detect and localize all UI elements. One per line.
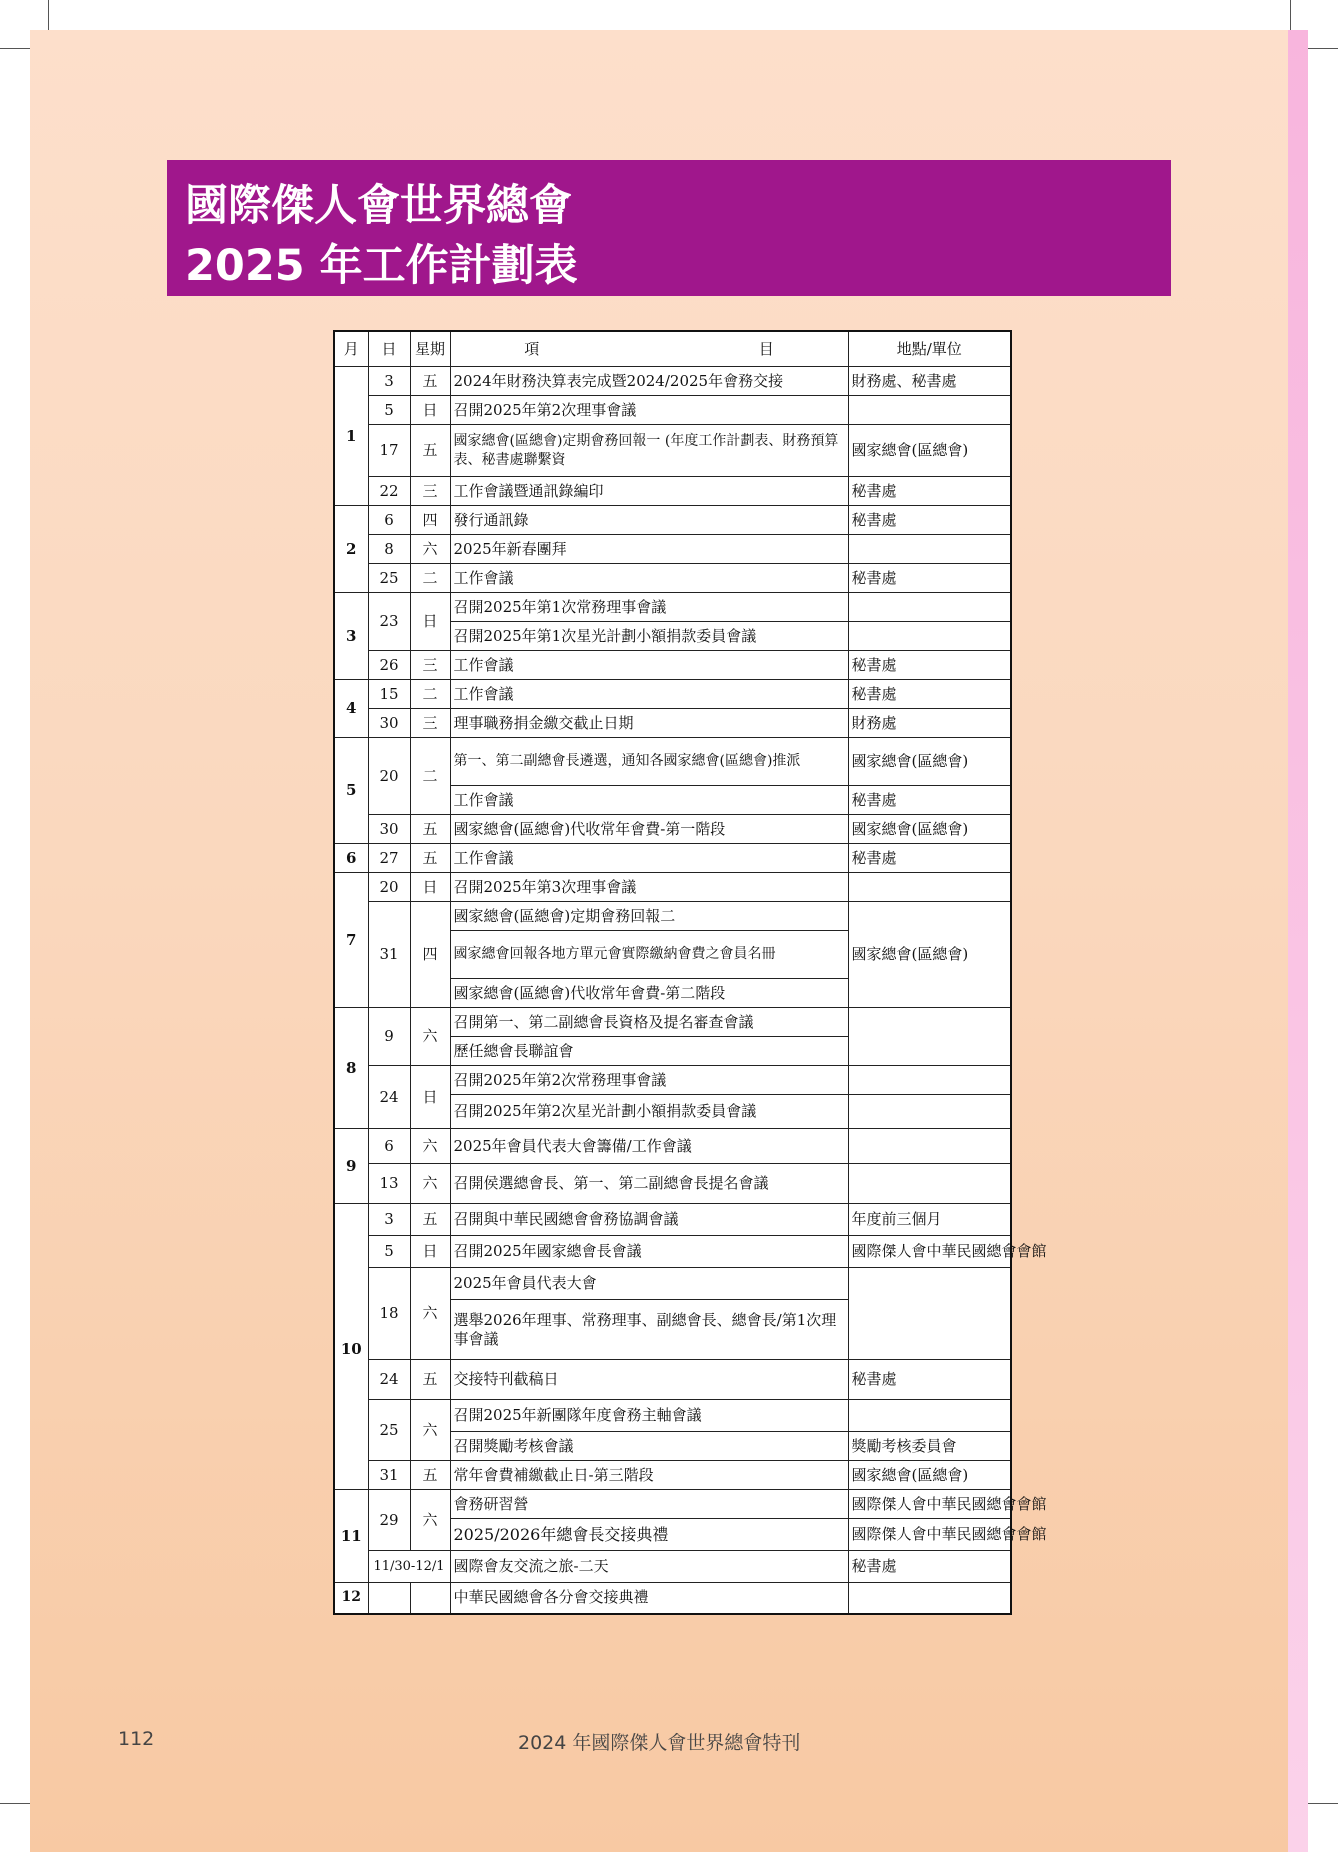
location-cell xyxy=(848,535,1011,564)
item-cell: 召開2025年新團隊年度會務主軸會議 xyxy=(450,1400,848,1432)
day-cell: 5 xyxy=(368,396,410,425)
day-cell: 20 xyxy=(368,873,410,902)
day-cell: 30 xyxy=(368,709,410,738)
location-cell: 秘書處 xyxy=(848,564,1011,593)
weekday-cell: 二 xyxy=(410,564,450,593)
item-cell: 2025年會員代表大會籌備/工作會議 xyxy=(450,1129,848,1164)
item-cell: 召開2025年第1次常務理事會議 xyxy=(450,593,848,622)
location-cell: 國家總會(區總會) xyxy=(848,902,1011,1008)
weekday-cell: 五 xyxy=(410,367,450,396)
item-cell: 歷任總會長聯誼會 xyxy=(450,1037,848,1066)
month-cell: 7 xyxy=(334,873,368,1008)
month-cell: 11 xyxy=(334,1490,368,1583)
item-cell: 工作會議 xyxy=(450,786,848,815)
weekday-cell: 五 xyxy=(410,844,450,873)
day-cell: 20 xyxy=(368,738,410,815)
month-cell: 5 xyxy=(334,738,368,844)
weekday-cell: 日 xyxy=(410,873,450,902)
month-cell: 2 xyxy=(334,506,368,593)
location-cell: 秘書處 xyxy=(848,1360,1011,1400)
table-row xyxy=(334,1066,1011,1095)
table-row xyxy=(334,902,1011,931)
item-cell: 國家總會(區總會)定期會務回報一 (年度工作計劃表、財務預算表、秘書處聯繫資 xyxy=(450,425,848,477)
day-cell: 6 xyxy=(368,1129,410,1164)
location-cell: 秘書處 xyxy=(848,680,1011,709)
month-cell: 12 xyxy=(334,1583,368,1614)
day-cell: 6 xyxy=(368,506,410,535)
day-cell: 31 xyxy=(368,1461,410,1490)
weekday-cell: 六 xyxy=(410,1268,450,1360)
table-row xyxy=(334,1268,1011,1300)
weekday-cell: 六 xyxy=(410,1008,450,1066)
day-cell: 9 xyxy=(368,1008,410,1066)
header-weekday: 星期 xyxy=(410,331,450,367)
location-cell: 國家總會(區總會) xyxy=(848,815,1011,844)
item-cell: 工作會議 xyxy=(450,680,848,709)
table-row xyxy=(334,535,1011,564)
table-row xyxy=(334,396,1011,425)
location-cell xyxy=(848,873,1011,902)
weekday-cell: 六 xyxy=(410,1164,450,1204)
table-row xyxy=(334,738,1011,786)
page-edge-stripe xyxy=(1288,30,1308,1852)
item-cell: 召開第一、第二副總會長資格及提名審查會議 xyxy=(450,1008,848,1037)
table-row xyxy=(334,873,1011,902)
month-cell: 1 xyxy=(334,367,368,506)
weekday-cell: 六 xyxy=(410,535,450,564)
item-cell: 召開2025年國家總會長會議 xyxy=(450,1236,848,1268)
location-cell xyxy=(848,1095,1011,1129)
location-cell: 秘書處 xyxy=(848,506,1011,535)
day-cell xyxy=(368,1583,410,1614)
location-cell: 財務處、秘書處 xyxy=(848,367,1011,396)
header-month: 月 xyxy=(334,331,368,367)
table-row xyxy=(334,1551,1011,1583)
day-cell: 3 xyxy=(368,1204,410,1236)
location-cell xyxy=(848,1583,1011,1614)
item-cell: 召開2025年第2次星光計劃小額捐款委員會議 xyxy=(450,1095,848,1129)
table-row xyxy=(334,844,1011,873)
header-day: 日 xyxy=(368,331,410,367)
weekday-cell: 二 xyxy=(410,738,450,815)
table-row xyxy=(334,1490,1011,1519)
weekday-cell: 六 xyxy=(410,1129,450,1164)
item-cell: 2025年會員代表大會 xyxy=(450,1268,848,1300)
table-row xyxy=(334,564,1011,593)
table-row xyxy=(334,1204,1011,1236)
item-cell: 工作會議 xyxy=(450,564,848,593)
month-cell: 9 xyxy=(334,1129,368,1204)
day-cell: 17 xyxy=(368,425,410,477)
item-cell: 國際會友交流之旅-二天 xyxy=(450,1551,848,1583)
weekday-cell: 五 xyxy=(410,1204,450,1236)
month-cell: 3 xyxy=(334,593,368,680)
location-cell xyxy=(848,396,1011,425)
location-cell: 秘書處 xyxy=(848,1551,1011,1583)
location-cell xyxy=(848,1066,1011,1095)
day-cell: 25 xyxy=(368,1400,410,1461)
location-cell: 國際傑人會中華民國總會會館 xyxy=(848,1236,1011,1268)
item-cell: 召開侯選總會長、第一、第二副總會長提名會議 xyxy=(450,1164,848,1204)
day-cell: 3 xyxy=(368,367,410,396)
location-cell: 秘書處 xyxy=(848,651,1011,680)
location-cell: 秘書處 xyxy=(848,786,1011,815)
item-cell: 國家總會回報各地方單元會實際繳納會費之會員名冊 xyxy=(450,931,848,979)
table-row xyxy=(334,477,1011,506)
publication-title: 2024 年國際傑人會世界總會特刊 xyxy=(518,1732,801,1754)
header-item-char-1: 項 xyxy=(524,339,540,358)
table-row xyxy=(334,425,1011,477)
day-cell: 18 xyxy=(368,1268,410,1360)
item-cell: 第一、第二副總會長遴選，通知各國家總會(區總會)推派 xyxy=(450,738,848,786)
table-row xyxy=(334,506,1011,535)
table-row xyxy=(334,1461,1011,1490)
table-row xyxy=(334,709,1011,738)
item-cell: 國家總會(區總會)代收常年會費-第一階段 xyxy=(450,815,848,844)
crop-mark xyxy=(1308,48,1338,49)
weekday-cell: 三 xyxy=(410,709,450,738)
location-cell: 國家總會(區總會) xyxy=(848,425,1011,477)
month-cell: 4 xyxy=(334,680,368,738)
location-cell: 國際傑人會中華民國總會會館 xyxy=(848,1490,1011,1519)
weekday-cell: 日 xyxy=(410,1236,450,1268)
day-cell: 31 xyxy=(368,902,410,1008)
location-cell xyxy=(848,1008,1011,1066)
weekday-cell: 四 xyxy=(410,506,450,535)
location-cell: 年度前三個月 xyxy=(848,1204,1011,1236)
day-cell: 13 xyxy=(368,1164,410,1204)
work-plan-table xyxy=(333,330,1047,1615)
table-row xyxy=(334,593,1011,622)
weekday-cell: 六 xyxy=(410,1400,450,1461)
day-cell: 22 xyxy=(368,477,410,506)
day-cell: 29 xyxy=(368,1490,410,1551)
crop-mark xyxy=(1308,1803,1338,1804)
header-location: 地點/單位 xyxy=(848,331,1011,367)
location-cell: 國家總會(區總會) xyxy=(848,738,1011,786)
location-cell xyxy=(848,1268,1011,1360)
weekday-cell: 五 xyxy=(410,1461,450,1490)
item-cell: 理事職務捐金繳交截止日期 xyxy=(450,709,848,738)
table-row xyxy=(334,1236,1011,1268)
item-cell: 選舉2026年理事、常務理事、副總會長、總會長/第1次理事會議 xyxy=(450,1300,848,1360)
day-cell: 23 xyxy=(368,593,410,651)
month-cell: 8 xyxy=(334,1008,368,1129)
item-cell: 召開2025年第3次理事會議 xyxy=(450,873,848,902)
item-cell: 發行通訊錄 xyxy=(450,506,848,535)
location-cell xyxy=(848,1164,1011,1204)
table-row xyxy=(334,1360,1011,1400)
location-cell: 獎勵考核委員會 xyxy=(848,1432,1011,1461)
item-cell: 會務研習營 xyxy=(450,1490,848,1519)
item-cell: 工作會議 xyxy=(450,651,848,680)
month-cell: 10 xyxy=(334,1204,368,1490)
item-cell: 國家總會(區總會)定期會務回報二 xyxy=(450,902,848,931)
header-item-char-2: 目 xyxy=(758,339,774,358)
item-cell: 工作會議 xyxy=(450,844,848,873)
weekday-cell: 六 xyxy=(410,1490,450,1551)
day-cell: 11/30-12/1 xyxy=(368,1551,450,1583)
weekday-cell: 日 xyxy=(410,396,450,425)
location-cell: 財務處 xyxy=(848,709,1011,738)
table-row xyxy=(334,1400,1011,1432)
weekday-cell: 三 xyxy=(410,477,450,506)
day-cell: 30 xyxy=(368,815,410,844)
item-cell: 召開2025年第2次理事會議 xyxy=(450,396,848,425)
item-cell: 召開獎勵考核會議 xyxy=(450,1432,848,1461)
weekday-cell: 五 xyxy=(410,425,450,477)
item-cell: 2024年財務決算表完成暨2024/2025年會務交接 xyxy=(450,367,848,396)
table-row xyxy=(334,815,1011,844)
title-banner xyxy=(167,160,1171,296)
location-cell: 秘書處 xyxy=(848,477,1011,506)
item-cell: 召開與中華民國總會會務協調會議 xyxy=(450,1204,848,1236)
day-cell: 27 xyxy=(368,844,410,873)
location-cell: 國家總會(區總會) xyxy=(848,1461,1011,1490)
location-cell xyxy=(848,622,1011,651)
table-row xyxy=(334,1008,1011,1037)
item-cell: 國家總會(區總會)代收常年會費-第二階段 xyxy=(450,979,848,1008)
location-cell xyxy=(848,1400,1011,1432)
weekday-cell: 三 xyxy=(410,651,450,680)
location-cell: 國際傑人會中華民國總會會館 xyxy=(848,1519,1011,1551)
weekday-cell: 日 xyxy=(410,593,450,651)
item-cell: 召開2025年第1次星光計劃小額捐款委員會議 xyxy=(450,622,848,651)
table-row xyxy=(334,680,1011,709)
table-row xyxy=(334,1583,1011,1614)
weekday-cell: 五 xyxy=(410,1360,450,1400)
crop-mark xyxy=(0,1803,30,1804)
page-number: 112 xyxy=(118,1728,155,1750)
crop-mark xyxy=(48,0,49,30)
title-line-2: 2025 年工作計劃表 xyxy=(185,241,578,291)
location-cell xyxy=(848,593,1011,622)
item-cell: 常年會費補繳截止日-第三階段 xyxy=(450,1461,848,1490)
title-line-1: 國際傑人會世界總會 xyxy=(185,181,572,231)
table-row xyxy=(334,367,1011,396)
location-cell xyxy=(848,1129,1011,1164)
day-cell: 24 xyxy=(368,1066,410,1129)
item-cell: 召開2025年第2次常務理事會議 xyxy=(450,1066,848,1095)
item-cell: 工作會議暨通訊錄編印 xyxy=(450,477,848,506)
month-cell: 6 xyxy=(334,844,368,873)
item-cell: 2025年新春團拜 xyxy=(450,535,848,564)
weekday-cell: 五 xyxy=(410,815,450,844)
day-cell: 24 xyxy=(368,1360,410,1400)
weekday-cell: 日 xyxy=(410,1066,450,1129)
item-cell: 交接特刊截稿日 xyxy=(450,1360,848,1400)
day-cell: 8 xyxy=(368,535,410,564)
day-cell: 25 xyxy=(368,564,410,593)
day-cell: 26 xyxy=(368,651,410,680)
item-cell: 中華民國總會各分會交接典禮 xyxy=(450,1583,848,1614)
table-row xyxy=(334,651,1011,680)
day-cell: 15 xyxy=(368,680,410,709)
weekday-cell: 二 xyxy=(410,680,450,709)
table-header-row xyxy=(334,331,1011,367)
table-row xyxy=(334,1164,1011,1204)
location-cell: 秘書處 xyxy=(848,844,1011,873)
weekday-cell: 四 xyxy=(410,902,450,1008)
header-item xyxy=(450,331,848,367)
table-row xyxy=(334,1129,1011,1164)
weekday-cell xyxy=(410,1583,450,1614)
crop-mark xyxy=(0,48,30,49)
item-cell: 2025/2026年總會長交接典禮 xyxy=(450,1519,848,1551)
day-cell: 5 xyxy=(368,1236,410,1268)
crop-mark xyxy=(1290,0,1291,30)
